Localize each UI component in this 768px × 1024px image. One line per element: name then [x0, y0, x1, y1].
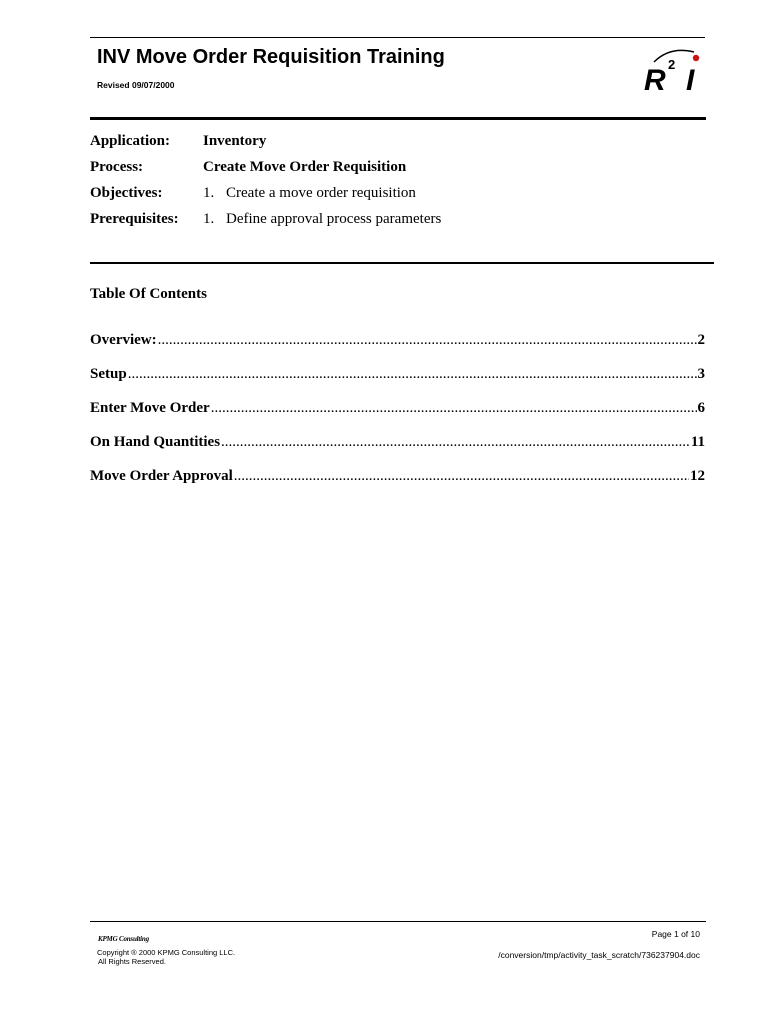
toc-entry-page: 12 [690, 468, 705, 484]
footer-company-logo: KPMG Consulting [98, 935, 149, 943]
toc-entry-title: On Hand Quantities [90, 434, 221, 450]
header-top-rule [90, 37, 705, 38]
prerequisites-row [90, 209, 710, 235]
toc-leader-dots [128, 364, 697, 384]
toc-leader-dots [234, 466, 689, 486]
prerequisites-label: Prerequisites: [90, 211, 179, 227]
process-row [90, 157, 710, 183]
process-label: Process: [90, 159, 144, 175]
application-row [90, 131, 710, 157]
prerequisites-number: 1. [203, 211, 215, 227]
toc-entry-title: Setup [90, 366, 127, 382]
rights-line: All Rights Reserved. [98, 957, 166, 966]
revised-date: Revised 09/07/2000 [97, 80, 175, 90]
header-bottom-rule [90, 117, 706, 120]
toc-leader-dots [221, 432, 690, 452]
table-of-contents [90, 330, 705, 500]
page-number: Page 1 of 10 [651, 929, 700, 939]
copyright-line: Copyright ® 2000 KPMG Consulting LLC. [97, 948, 236, 957]
r2i-logo [640, 44, 704, 96]
toc-entry-page: 3 [697, 366, 705, 382]
toc-top-rule [90, 262, 714, 264]
toc-entry-enter-move-order[interactable] [90, 398, 705, 432]
application-label: Application: [90, 133, 171, 149]
toc-entry-move-order-approval[interactable] [90, 466, 705, 500]
document-metadata [90, 131, 710, 235]
prerequisites-value: Define approval process parameters [226, 211, 442, 227]
toc-entry-setup[interactable] [90, 364, 705, 398]
footer-copyright [97, 948, 235, 966]
toc-entry-page: 11 [690, 434, 705, 450]
svg-text:R: R [644, 64, 666, 96]
toc-entry-overview[interactable] [90, 330, 705, 364]
objectives-label: Objectives: [90, 185, 163, 201]
toc-entry-title: Overview: [90, 332, 157, 348]
toc-entry-on-hand-quantities[interactable] [90, 432, 705, 466]
svg-text:I: I [686, 64, 695, 96]
toc-entry-page: 2 [697, 332, 705, 348]
document-title: INV Move Order Requisition Training [97, 46, 445, 68]
objectives-value: Create a move order requisition [226, 185, 416, 201]
objectives-number: 1. [203, 185, 215, 201]
application-value: Inventory [203, 133, 267, 149]
objectives-row [90, 183, 710, 209]
toc-entry-title: Move Order Approval [90, 468, 233, 484]
footer-rule [90, 921, 706, 922]
toc-entry-title: Enter Move Order [90, 400, 210, 416]
process-value: Create Move Order Requisition [203, 159, 407, 175]
toc-heading: Table Of Contents [90, 286, 207, 302]
toc-entry-page: 6 [697, 400, 705, 416]
svg-text:2: 2 [668, 57, 676, 72]
toc-leader-dots [211, 398, 697, 418]
file-path: /conversion/tmp/activity_task_scratch/736237904.doc [498, 950, 700, 960]
toc-leader-dots [158, 330, 697, 350]
